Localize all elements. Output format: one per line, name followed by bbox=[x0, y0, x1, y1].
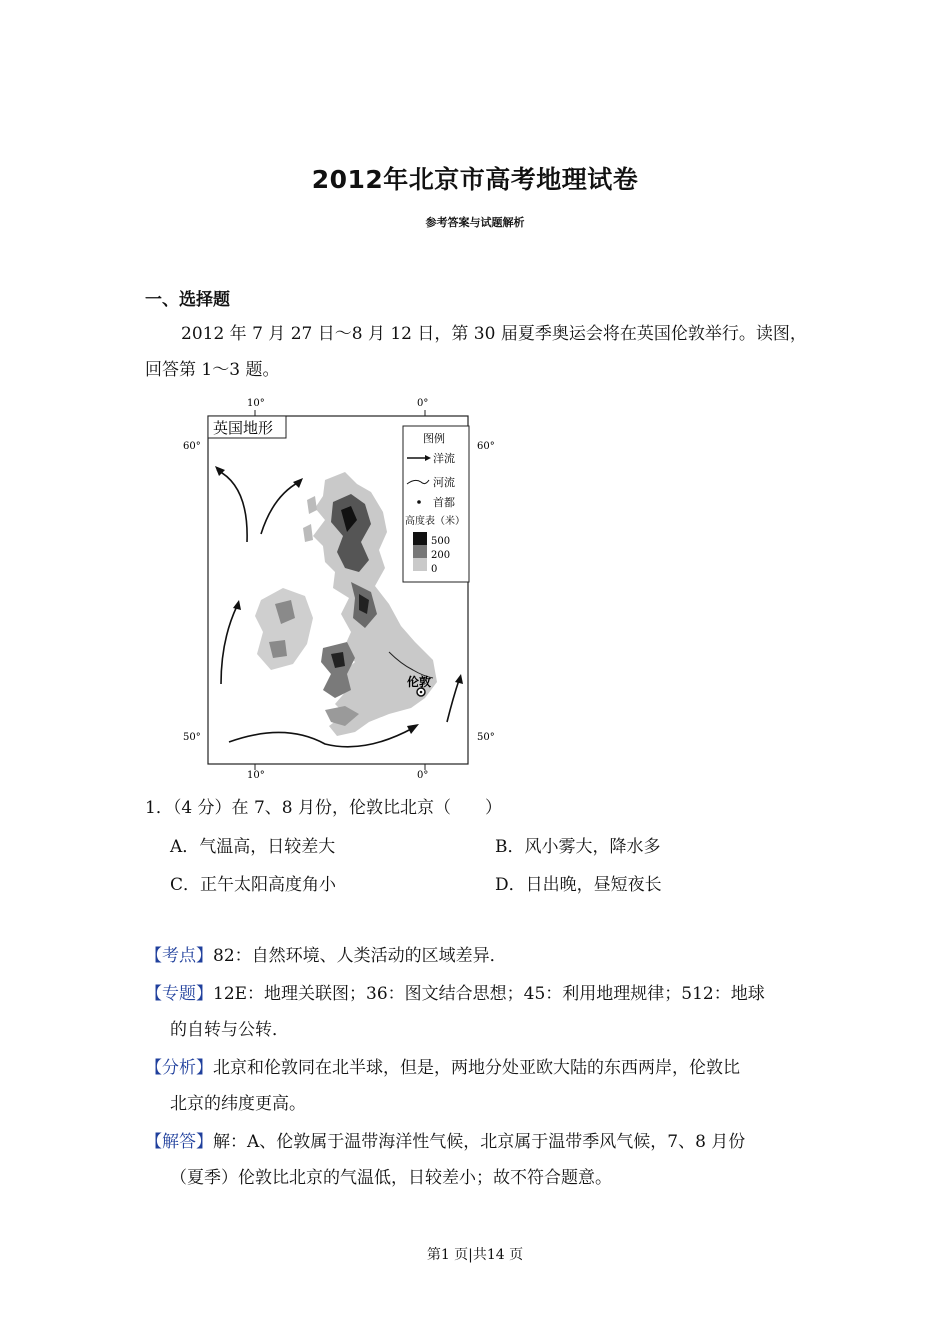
page-footer: 第1 页|共14 页 bbox=[426, 1247, 524, 1263]
fenxi-text-2: 北京的纬度更高。 bbox=[170, 1094, 306, 1114]
lon-label-bottom-10: 10° bbox=[247, 770, 265, 781]
fenxi-text-1: 北京和伦敦同在北半球，但是，两地分处亚欧大陆的东西两岸，伦敦比 bbox=[213, 1058, 740, 1078]
page-title: 2012年北京市高考地理试卷 bbox=[311, 165, 639, 194]
option-d: D．日出晚，昼短夜长 bbox=[495, 875, 662, 895]
jieda-text-1: 解：A、伦敦属于温带海洋性气候，北京属于温带季风气候，7、8 月份 bbox=[213, 1132, 746, 1152]
jieda-block bbox=[145, 1124, 813, 1196]
zhuanti-tag: 【专题】 bbox=[145, 984, 213, 1004]
question-stem: 1．（4 分）在 7、8 月份，伦敦比北京（ ） bbox=[145, 798, 502, 818]
lon-label-top-10: 10° bbox=[247, 398, 265, 409]
city-label-london: 伦敦 bbox=[407, 675, 432, 689]
zhuanti-text-2: 的自转与公转． bbox=[170, 1020, 289, 1040]
legend-elev-200: 200 bbox=[431, 550, 451, 561]
map-title: 英国地形 bbox=[213, 419, 274, 437]
lon-label-bottom-0: 0° bbox=[417, 770, 429, 781]
kaodian-text: 82：自然环境、人类活动的区域差异． bbox=[213, 946, 507, 966]
intro-paragraph: 2012 年 7 月 27 日～8 月 12 日，第 30 届夏季奥运会将在英国伦敦举行。读图，回答第 1～3 题。 bbox=[145, 324, 807, 380]
option-c: C．正午太阳高度角小 bbox=[170, 875, 337, 895]
legend-capital: 首都 bbox=[433, 496, 455, 509]
legend-elev-500: 500 bbox=[431, 536, 451, 547]
kaodian-tag: 【考点】 bbox=[145, 946, 213, 966]
legend-river: 河流 bbox=[433, 476, 455, 489]
option-a: A．气温高，日较差大 bbox=[170, 837, 336, 857]
legend-elev-title: 高度表（米） bbox=[405, 516, 465, 527]
section-heading: 一、选择题 bbox=[145, 290, 230, 310]
lat-label-right-60: 60° bbox=[477, 441, 495, 452]
kaodian-block bbox=[145, 938, 813, 974]
zhuanti-block bbox=[145, 976, 813, 1048]
lon-label-top-0: 0° bbox=[417, 398, 429, 409]
lat-label-right-50: 50° bbox=[477, 732, 495, 743]
fenxi-tag: 【分析】 bbox=[145, 1058, 213, 1078]
zhuanti-text-1: 12E：地理关联图；36：图文结合思想；45：利用地理规律；512：地球 bbox=[213, 984, 765, 1004]
uk-terrain-map bbox=[175, 392, 505, 782]
page-subtitle: 参考答案与试题解析 bbox=[425, 216, 525, 229]
jieda-text-2: （夏季）伦敦比北京的气温低，日较差小；故不符合题意。 bbox=[170, 1168, 612, 1188]
lat-label-left-60: 60° bbox=[183, 441, 201, 452]
fenxi-block bbox=[145, 1050, 813, 1122]
legend-elev-0: 0 bbox=[431, 564, 438, 575]
legend-current: 洋流 bbox=[433, 452, 455, 465]
jieda-tag: 【解答】 bbox=[145, 1132, 213, 1152]
legend-title: 图例 bbox=[423, 432, 445, 445]
option-b: B．风小雾大，降水多 bbox=[495, 837, 661, 857]
lat-label-left-50: 50° bbox=[183, 732, 201, 743]
